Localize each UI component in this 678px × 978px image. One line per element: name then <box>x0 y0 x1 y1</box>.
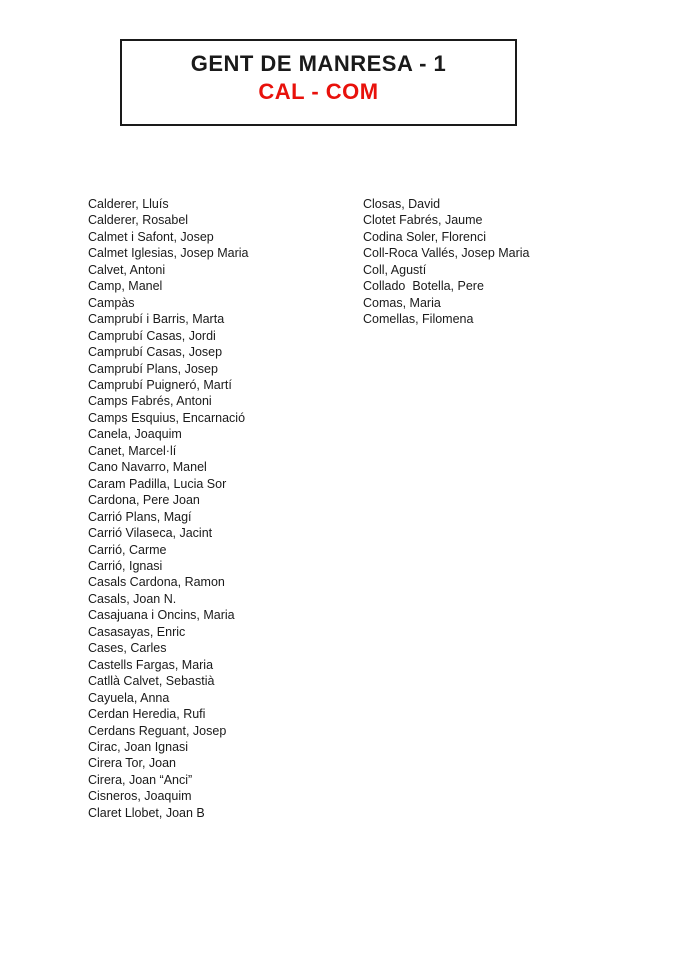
page-subtitle: CAL - COM <box>258 79 379 104</box>
list-item: Carrió Plans, Magí <box>88 509 192 524</box>
list-item: Collado Botella, Pere <box>363 279 484 294</box>
name-list-right <box>363 196 530 328</box>
list-item: Cano Navarro, Manel <box>88 460 207 475</box>
list-item: Camprubí Casas, Jordi <box>88 328 216 343</box>
list-item: Camprubí Puigneró, Martí <box>88 377 232 392</box>
list-item: Camprubí Casas, Josep <box>88 345 223 360</box>
list-item: Claret Llobet, Joan B <box>88 805 205 820</box>
list-item: Comellas, Filomena <box>363 312 474 327</box>
list-item: Catllà Calvet, Sebastià <box>88 674 215 689</box>
list-item: Canet, Marcel·lí <box>88 443 177 458</box>
list-item: Casals Cardona, Ramon <box>88 575 225 590</box>
list-item: Camps Fabrés, Antoni <box>88 394 212 409</box>
list-item: Comas, Maria <box>363 295 441 310</box>
list-item: Carrió Vilaseca, Jacint <box>88 526 213 541</box>
list-item: Campàs <box>88 295 135 310</box>
list-item: Calderer, Rosabel <box>88 213 189 228</box>
list-item: Camp, Manel <box>88 279 163 294</box>
list-item: Calmet i Safont, Josep <box>88 229 214 244</box>
list-item: Cardona, Pere Joan <box>88 493 200 508</box>
list-item: Carrió, Carme <box>88 542 167 557</box>
list-item: Cirac, Joan Ignasi <box>88 739 189 754</box>
list-item: Calderer, Lluís <box>88 197 169 211</box>
list-item: Calvet, Antoni <box>88 262 166 277</box>
title-box <box>120 39 517 126</box>
list-item: Calmet Iglesias, Josep Maria <box>88 246 249 261</box>
list-item: Cases, Carles <box>88 641 167 656</box>
list-item: Camprubí i Barris, Marta <box>88 312 225 327</box>
list-item: Camprubí Plans, Josep <box>88 361 218 376</box>
list-item: Cayuela, Anna <box>88 690 170 705</box>
list-item: Clotet Fabrés, Jaume <box>363 213 483 228</box>
list-item: Codina Soler, Florenci <box>363 229 486 244</box>
list-item: Castells Fargas, Maria <box>88 657 214 672</box>
list-item: Cerdans Reguant, Josep <box>88 723 227 738</box>
list-item: Caram Padilla, Lucia Sor <box>88 476 227 491</box>
list-item: Casajuana i Oncins, Maria <box>88 608 235 623</box>
list-item: Closas, David <box>363 197 441 211</box>
list-item: Cisneros, Joaquim <box>88 789 192 804</box>
list-item: Casasayas, Enric <box>88 624 186 639</box>
list-item: Casals, Joan N. <box>88 591 177 606</box>
list-item: Carrió, Ignasi <box>88 558 163 573</box>
list-item: Camps Esquius, Encarnació <box>88 410 246 425</box>
name-list-left <box>88 196 248 821</box>
list-item: Cerdan Heredia, Rufi <box>88 707 206 722</box>
list-item: Cirera, Joan “Anci” <box>88 772 193 787</box>
list-item: Coll-Roca Vallés, Josep Maria <box>363 246 530 261</box>
list-item: Cirera Tor, Joan <box>88 756 177 771</box>
list-item: Canela, Joaquim <box>88 427 182 442</box>
list-item: Coll, Agustí <box>363 262 427 277</box>
page-title: GENT DE MANRESA - 1 <box>190 51 447 76</box>
